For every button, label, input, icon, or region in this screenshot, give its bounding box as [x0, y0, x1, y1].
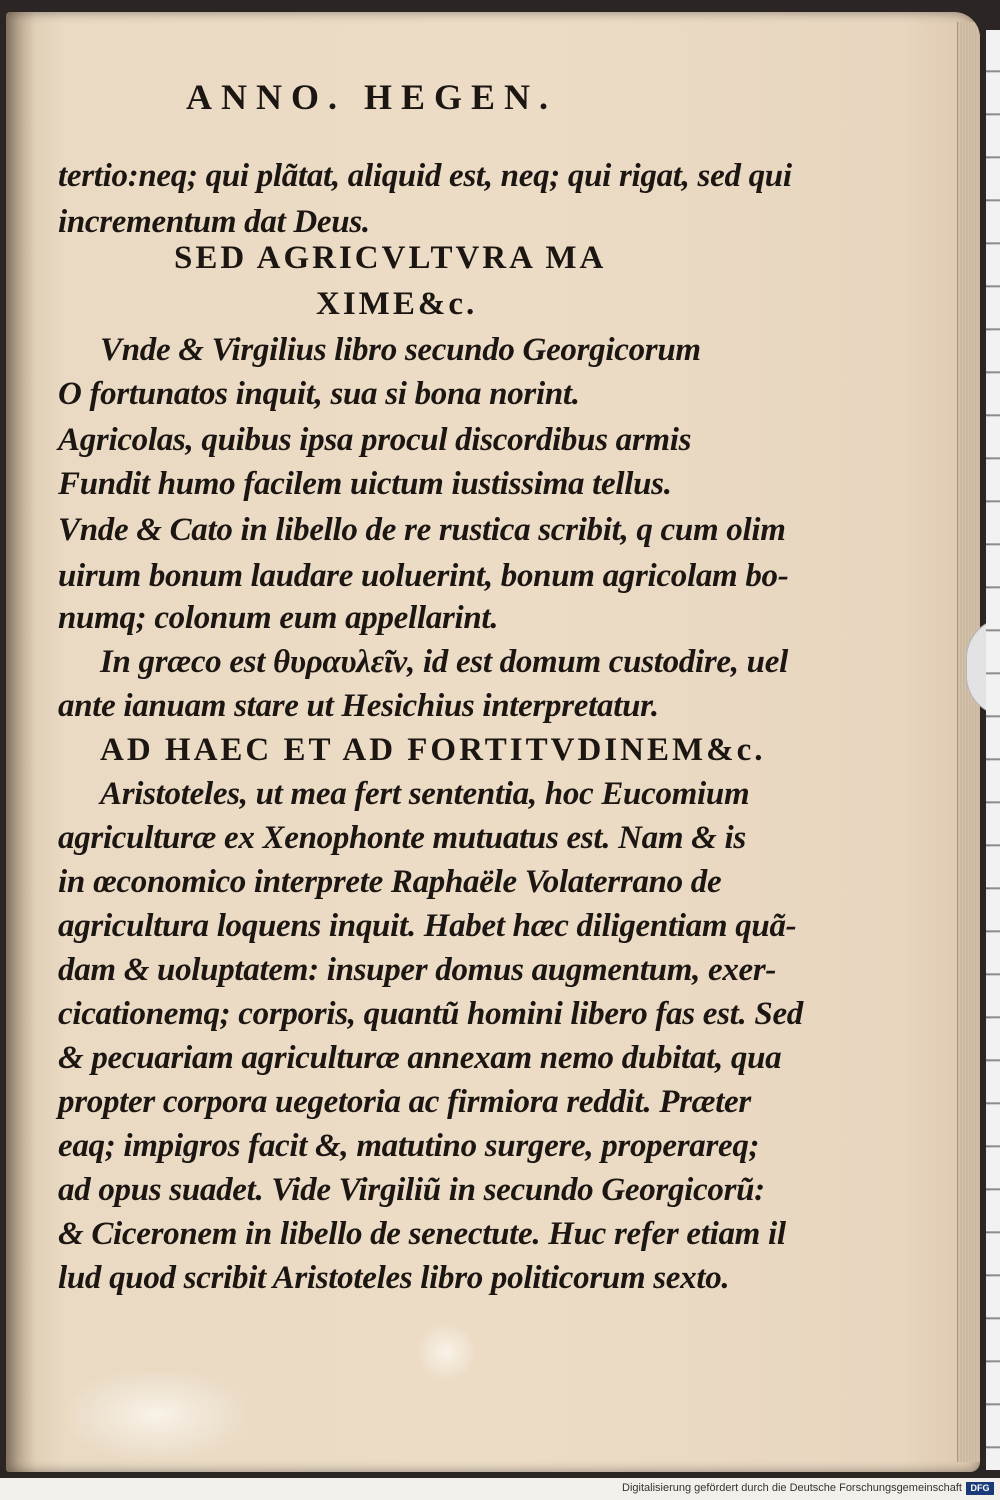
running-head: ANNO. HEGEN.	[186, 77, 558, 117]
text-line: agricultura loquens inquit. Habet hæc diligentiam quã-	[58, 908, 797, 944]
text-line: & Ciceronem in libello de senectute. Huc refer etiam il	[58, 1216, 786, 1252]
text-line: Agricolas, quibus ipsa procul discordibus armis	[58, 422, 692, 458]
text-line: propter corpora uegetoria ac firmiora reddit. Præter	[58, 1084, 751, 1120]
text-line: Fundit humo facilem uictum iustissima tellus.	[58, 466, 672, 502]
spine-shadow	[6, 12, 36, 1472]
text-line: tertio:neq; qui plãtat, aliquid est, neq; qui rigat, sed qui	[58, 158, 792, 194]
text-line: dam & uoluptatem: insuper domus augmentum, exer-	[58, 952, 777, 988]
text-line: Vnde & Virgilius libro secundo Georgicorum	[100, 332, 701, 368]
text-line: O fortunatos inquit, sua si bona norint.	[58, 376, 580, 412]
text-line: agriculturæ ex Xenophonte mutuatus est. Nam & is	[58, 820, 746, 856]
footer-bar	[0, 1478, 1000, 1500]
dfg-logo: DFG	[966, 1482, 994, 1495]
text-line: Aristoteles, ut mea fert sententia, hoc Eucomium	[100, 776, 750, 812]
footer-credit: Digitalisierung gefördert durch die Deutsche Forschungsgemeinschaft	[622, 1482, 962, 1494]
text-line: lud quod scribit Aristoteles libro politicorum sexto.	[58, 1260, 730, 1296]
next-page-edge	[986, 30, 1000, 1470]
text-line: eaq; impigros facit &, matutino surgere, properareq;	[58, 1128, 760, 1164]
text-line: incrementum dat Deus.	[58, 204, 370, 240]
paper-stain	[416, 1322, 476, 1382]
text-line: in œconomico interprete Raphaële Volaterrano de	[58, 864, 722, 900]
text-line: AD HAEC ET AD FORTITVDINEM&c.	[100, 732, 766, 768]
text-line: Vnde & Cato in libello de re rustica scribit, q cum olim	[58, 512, 786, 548]
text-line: In græco est θυραυλεῖν, id est domum custodire, uel	[100, 644, 788, 680]
paper-stain	[66, 1370, 246, 1460]
text-line: SED AGRICVLTVRA MA	[174, 240, 607, 276]
text-line: & pecuariam agriculturæ annexam nemo dubitat, qua	[58, 1040, 782, 1076]
text-line: cicationemq; corporis, quantũ homini libero fas est. Sed	[58, 996, 804, 1032]
text-line: XIME&c.	[316, 286, 478, 322]
text-line: ad opus suadet. Vide Virgiliũ in secundo Georgicorũ:	[58, 1172, 765, 1208]
text-line: ante ianuam stare ut Hesichius interpretatur.	[58, 688, 659, 724]
text-line: uirum bonum laudare uoluerint, bonum agricolam bo-	[58, 558, 789, 594]
page-edge	[957, 22, 980, 1462]
text-line: numq; colonum eum appellarint.	[58, 600, 499, 636]
